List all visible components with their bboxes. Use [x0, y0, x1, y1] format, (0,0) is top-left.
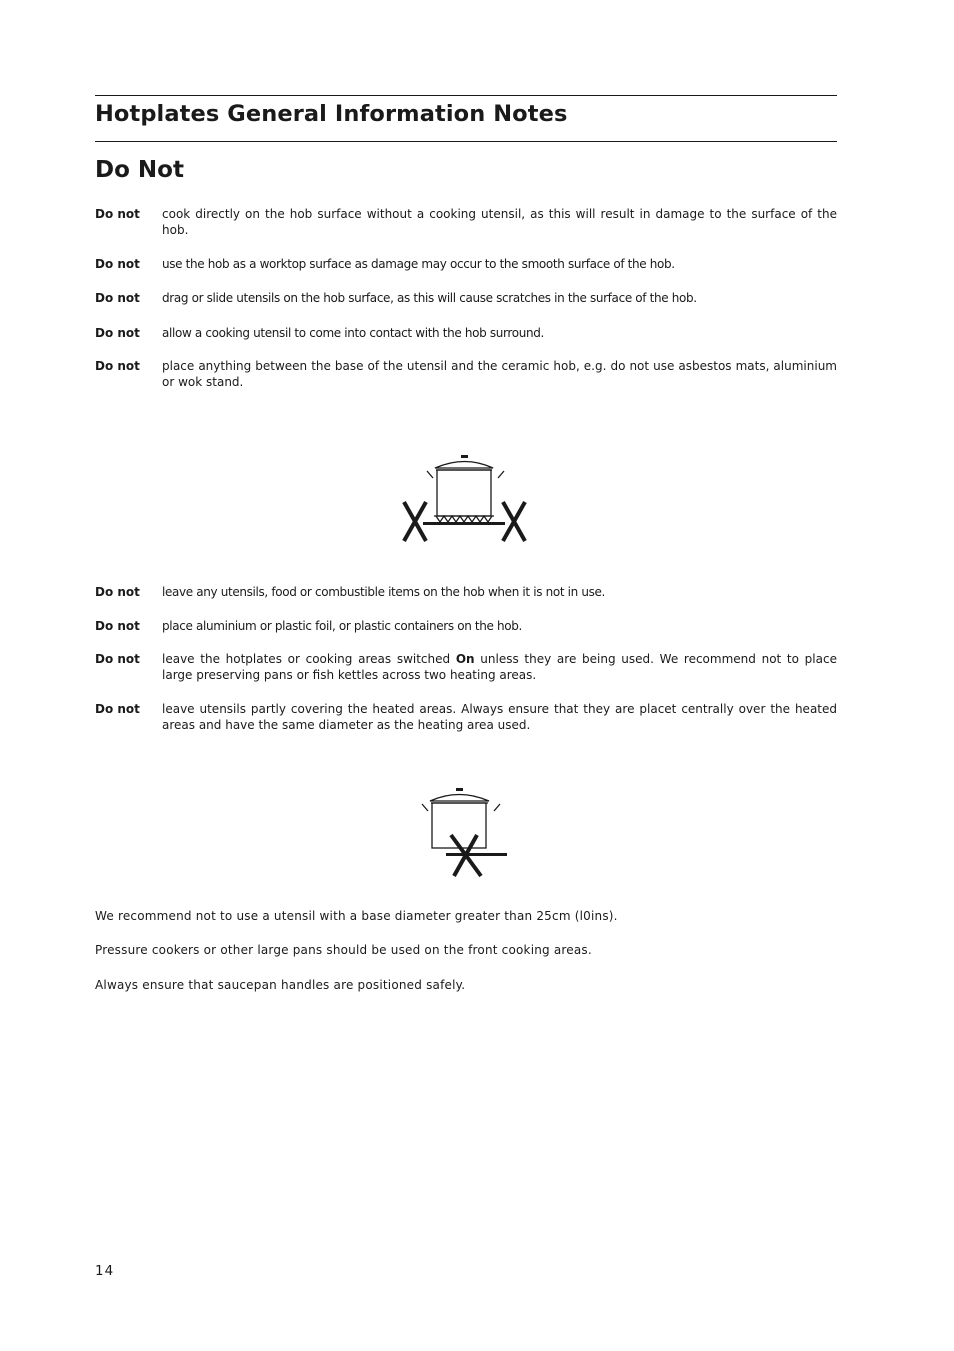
item-lead: Do not: [95, 257, 140, 271]
item-text: drag or slide utensils on the hob surface, as this will cause scratches in the surface of the hob.: [162, 291, 697, 305]
item-text: place aluminium or plastic foil, or plastic containers on the hob.: [162, 619, 522, 633]
title-underline-rule: [95, 141, 837, 142]
list-item: [95, 290, 837, 306]
item-text: place anything between the base of the utensil and the ceramic hob, e.g. do not use asbestos mats, aluminium or wok stand.: [162, 359, 837, 389]
note-paragraph: We recommend not to use a utensil with a base diameter greater than 25cm (l0ins).: [95, 909, 618, 923]
note-paragraph: Pressure cookers or other large pans should be used on the front cooking areas.: [95, 943, 592, 957]
item-text-before: leave the hotplates or cooking areas switched: [162, 652, 451, 666]
pan-on-wok-stand-prohibited-illustration: [398, 452, 533, 547]
item-lead: Do not: [95, 207, 140, 221]
item-text-emphasis: On: [455, 652, 475, 666]
item-lead: Do not: [95, 652, 140, 666]
item-text-after: unless they are being used. We recommend not to place large preserving pans or fish kettles across two heating areas.: [162, 652, 837, 682]
list-item: [95, 358, 837, 390]
item-text: cook directly on the hob surface without a cooking utensil, as this will result in damage to the surface of the hob.: [162, 207, 837, 237]
list-item: [95, 618, 837, 634]
note-paragraph: Always ensure that saucepan handles are positioned safely.: [95, 978, 466, 992]
item-text: [162, 651, 837, 683]
top-rule: [95, 95, 837, 96]
list-item: [95, 651, 837, 683]
item-lead: Do not: [95, 619, 140, 633]
item-text: leave any utensils, food or combustible items on the hob when it is not in use.: [162, 585, 605, 599]
list-item: [95, 256, 837, 272]
list-item: [95, 701, 837, 733]
page-title: Hotplates General Information Notes: [95, 101, 568, 127]
item-lead: Do not: [95, 359, 140, 373]
item-text: use the hob as a worktop surface as damage may occur to the smooth surface of the hob.: [162, 257, 675, 271]
item-text: leave utensils partly covering the heated areas. Always ensure that they are placet centrally over the heated areas and have the same diameter as the heating area used.: [162, 702, 837, 732]
page-number: 14: [95, 1263, 115, 1279]
item-lead: Do not: [95, 585, 140, 599]
item-lead: Do not: [95, 291, 140, 305]
item-lead: Do not: [95, 702, 140, 716]
item-text: allow a cooking utensil to come into contact with the hob surround.: [162, 326, 544, 340]
list-item: [95, 206, 837, 238]
item-lead: Do not: [95, 326, 140, 340]
pan-off-centre-prohibited-illustration: [418, 785, 513, 880]
section-title: Do Not: [95, 157, 184, 183]
list-item: [95, 584, 837, 600]
list-item: [95, 325, 837, 341]
